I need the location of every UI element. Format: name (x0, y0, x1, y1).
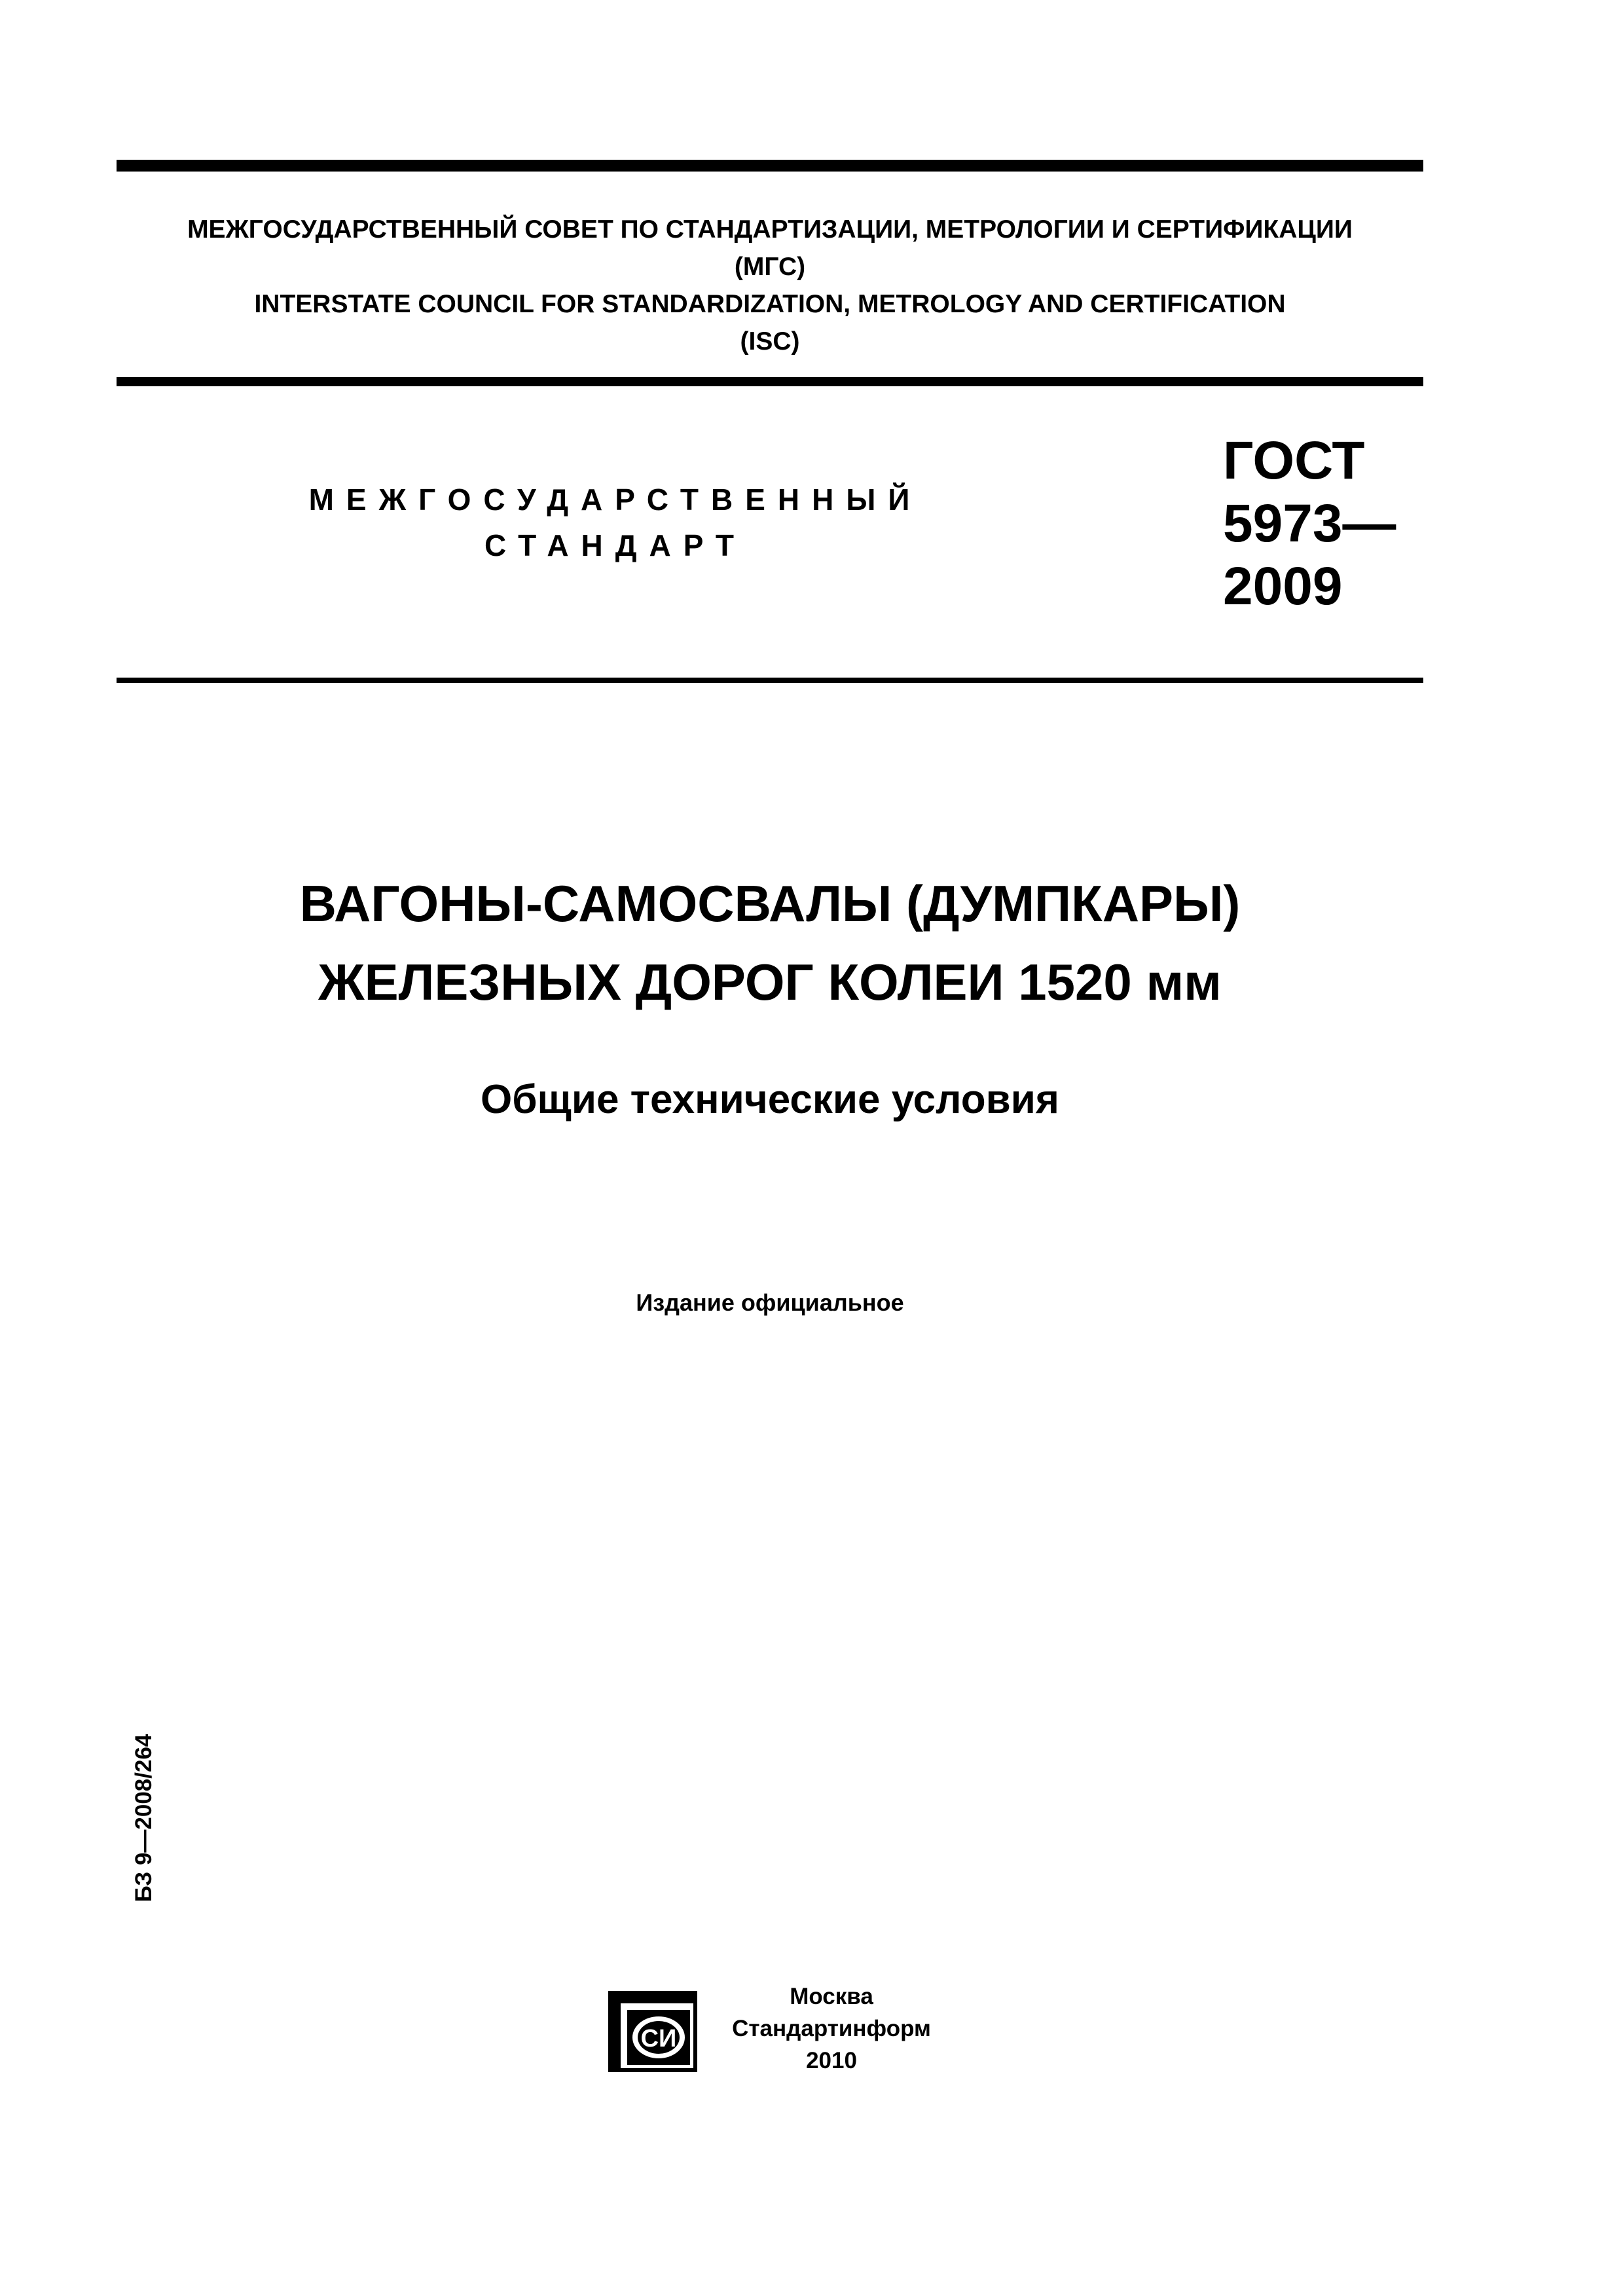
publisher-name: Стандартинформ (732, 2016, 931, 2041)
council-name-en: INTERSTATE COUNCIL FOR STANDARDIZATION, METROLOGY AND CERTIFICATION (254, 290, 1286, 318)
publisher-city: Москва (790, 1984, 873, 2009)
side-code-text: БЗ 9—2008/264 (131, 1734, 156, 1903)
standartinform-logo-icon (608, 1990, 701, 2074)
council-abbr-ru: (МГС) (734, 253, 806, 281)
document-title (117, 864, 1423, 1021)
edition-label: Издание официальное (636, 1289, 904, 1316)
publisher-block (707, 1980, 956, 2077)
council-header (117, 211, 1423, 360)
lower-rule (117, 678, 1423, 683)
side-code (108, 1697, 180, 1939)
title-line2: ЖЕЛЕЗНЫХ ДОРОГ КОЛЕИ 1520 мм (318, 953, 1222, 1011)
designation-number: 5973— (1223, 494, 1396, 553)
designation-prefix: ГОСТ (1223, 431, 1365, 490)
council-abbr-en: (ISC) (740, 327, 800, 355)
middle-rule (117, 377, 1423, 386)
standard-designation (1223, 429, 1419, 618)
publisher-year: 2010 (806, 2048, 857, 2073)
standard-kind-line1: МЕЖГОСУДАРСТВЕННЫЙ (308, 483, 922, 517)
standard-kind (288, 477, 943, 568)
council-name-ru: МЕЖГОСУДАРСТВЕННЫЙ СОВЕТ ПО СТАНДАРТИЗАЦИИ, МЕТРОЛОГИИ И СЕРТИФИКАЦИИ (187, 215, 1353, 244)
top-rule (117, 160, 1423, 172)
designation-year: 2009 (1223, 556, 1343, 616)
standard-kind-line2: СТАНДАРТ (484, 528, 746, 562)
document-subtitle: Общие технические условия (481, 1077, 1059, 1122)
title-line1: ВАГОНЫ-САМОСВАЛЫ (ДУМПКАРЫ) (299, 875, 1241, 932)
svg-text:СИ: СИ (640, 2025, 677, 2052)
